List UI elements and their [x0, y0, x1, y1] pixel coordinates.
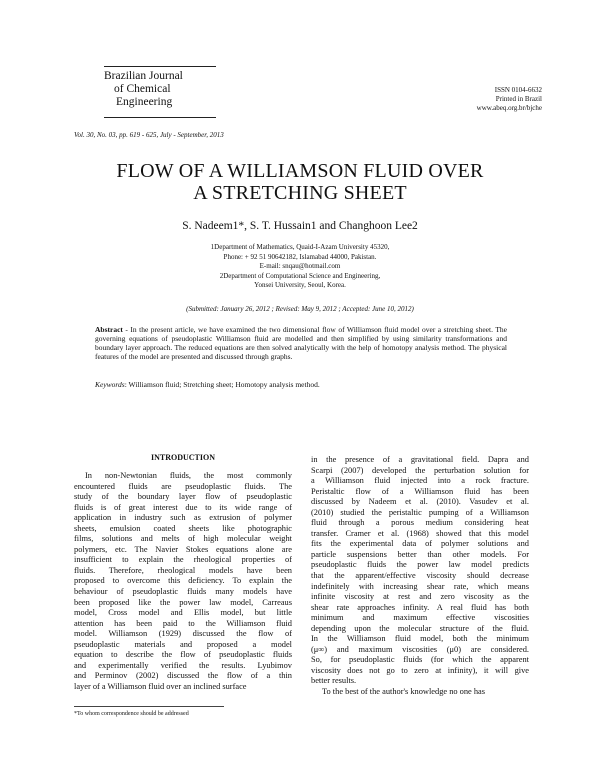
text-line: So, for pseudoplastic fluids (for which the apparent: [311, 655, 529, 665]
issn: ISSN 0104-6632: [494, 86, 542, 94]
text-line: indefinitely with increasing shear rate, which means: [311, 581, 529, 591]
text-line: encountered fluids are pseudoplastic fluids. The: [74, 481, 292, 491]
text-line: shear rate approaches infinity. A real fluid has both: [311, 602, 529, 612]
text-line: that the apparent/effective viscosity should decrease: [311, 571, 529, 581]
text-line: In non-Newtonian fluids, the most commonly: [85, 471, 292, 480]
affiliation-line: Phone: + 92 51 90642182, Islamabad 44000, Pakistan.: [223, 252, 377, 261]
keywords-label: Keywords: [95, 380, 125, 389]
affiliation-line: 1Department of Mathematics, Quaid-I-Azam University 45320,: [210, 243, 390, 251]
text-line: films, solutions and melts of high molecular weight: [74, 534, 292, 544]
text-line: study of the boundary layer flow of pseudoplastic: [74, 492, 292, 502]
text-line: pseudoplastic materials and proposed a model: [74, 639, 292, 649]
keywords-text: : Williamson fluid; Stretching sheet; Homotopy analysis method.: [124, 380, 320, 389]
journal-name-line: of Chemical: [114, 83, 171, 95]
text-line: equation to describe the flow of pseudoplastic fluids: [74, 650, 292, 660]
text-line: To the best of the author's knowledge no one has: [322, 687, 486, 697]
text-line: proposed to overcome this deficiency. To explain the: [74, 576, 292, 586]
text-line: infinite viscosity at rest and zero viscosity as the: [311, 592, 529, 602]
text-line: application in industry such as extrusion of polymer: [74, 513, 292, 523]
text-line: particle suspensions better than other models. For: [311, 549, 529, 559]
abstract-label: Abstract: [95, 325, 123, 334]
text-line: minimum and maximum effective viscosities: [311, 613, 529, 623]
header-rule-bottom: [104, 117, 216, 118]
journal-name-line: Engineering: [116, 96, 173, 108]
text-line: model. Williamson (1929) discussed the flow of: [74, 629, 292, 639]
volume-info: Vol. 30, No. 03, pp. 619 - 625, July - September, 2013: [74, 131, 224, 139]
text-line: fluids. Therefore, rheological models have been: [74, 565, 292, 575]
text-line: attention has been paid to the Williamson fluid: [74, 618, 292, 628]
abstract-text: - In the present article, we have examined the two dimensional flow of Williamson fluid model over a stretching sheet. The governing equations of pseudoplastic Williamson fluid are modelled and then simplified by using similarity transformations and boundary layer approach. The reduced equations are then solved analytically with the help of homotopy analysis method. The physical features of the model are presented and discussed through graphs.: [95, 325, 507, 361]
affiliations: [0, 243, 600, 291]
affiliation-line: Yonsei University, Seoul, Korea.: [254, 281, 346, 289]
footnote-rule: [74, 706, 224, 707]
text-line: sheets, emulsion coated sheets like photographic: [74, 523, 292, 533]
text-line: transfer. Cramer et al. (1968) showed that this model: [311, 528, 529, 538]
text-line: Scarpi (2007) developed the perturbation solution for: [311, 465, 529, 475]
text-line: insufficient to explain the rheological properties of: [74, 555, 292, 565]
text-line: a Williamson fluid injected into a rock fracture.: [311, 476, 529, 486]
journal-name: [104, 70, 224, 109]
text-line: viscosity does not go to zero at infinity), it will give: [311, 665, 529, 675]
text-line: (2010) studied the peristaltic pumping of a Williamson: [311, 507, 529, 517]
abstract: [95, 325, 507, 361]
text-line: in the presence of a gravitational field. Dapra and: [311, 455, 529, 464]
title-line: A STRETCHING SHEET: [193, 182, 407, 204]
header-rule-top: [104, 66, 216, 67]
text-line: model, Cross model and Ellis model, but little: [74, 608, 292, 618]
text-line: behaviour of pseudoplastic fluids many models have: [74, 587, 292, 597]
submission-dates: (Submitted: January 26, 2012 ; Revised: May 9, 2012 ; Accepted: June 10, 2012): [186, 305, 414, 313]
text-line: depending upon the molecular structure of the fluid.: [311, 623, 529, 633]
text-line: (μ∞) and maximum viscosities (μ0) are considered.: [311, 644, 529, 654]
text-line: fluids is of great interest due to its wide range of: [74, 502, 292, 512]
affiliation-line: 2Department of Computational Science and Engineering,: [219, 271, 381, 280]
printed-in: Printed in Brazil: [495, 95, 542, 103]
text-line: better results.: [311, 676, 357, 686]
text-line: Peristaltic flow of a Williamson fluid has been: [311, 486, 529, 496]
text-line: fits the experimental data of polymer solutions and: [311, 539, 529, 549]
footnote: *To whom correspondence should be addressed: [74, 711, 189, 717]
text-line: In the Williamson fluid model, both the minimum: [311, 634, 529, 644]
text-line: and Perminov (2002) discussed the flow of a thin: [74, 671, 292, 681]
journal-meta: [477, 86, 542, 113]
journal-name-line: Brazilian Journal: [104, 70, 183, 82]
text-line: and experimentally verified the results. Lyubimov: [74, 660, 292, 670]
text-line: fluid through a porous medium considering heat: [311, 518, 529, 528]
authors: S. Nadeem1*, S. T. Hussain1 and Changhoon Lee2: [182, 220, 418, 232]
journal-website[interactable]: www.abeq.org.br/bjche: [476, 104, 542, 112]
affiliation-line: E-mail: snqau@hotmail.com: [259, 262, 341, 270]
title-line: FLOW OF A WILLIAMSON FLUID OVER: [116, 160, 484, 182]
text-line: layer of a Williamson fluid over an inclined surface: [74, 681, 247, 691]
text-line: pseudoplastic fluids the power law model predicts: [311, 560, 529, 570]
section-heading: INTRODUCTION: [150, 453, 215, 462]
text-line: discussed by Nadeem et al. (2010). Vasudev et al.: [311, 497, 529, 507]
right-column: [311, 455, 529, 698]
text-line: been proposed like the power law model, Carreaus: [74, 597, 292, 607]
keywords: [95, 380, 507, 389]
paper-title: [0, 160, 600, 204]
text-line: polymers, etc. The Navier Stokes equations alone are: [74, 544, 292, 554]
left-column: [74, 471, 292, 692]
